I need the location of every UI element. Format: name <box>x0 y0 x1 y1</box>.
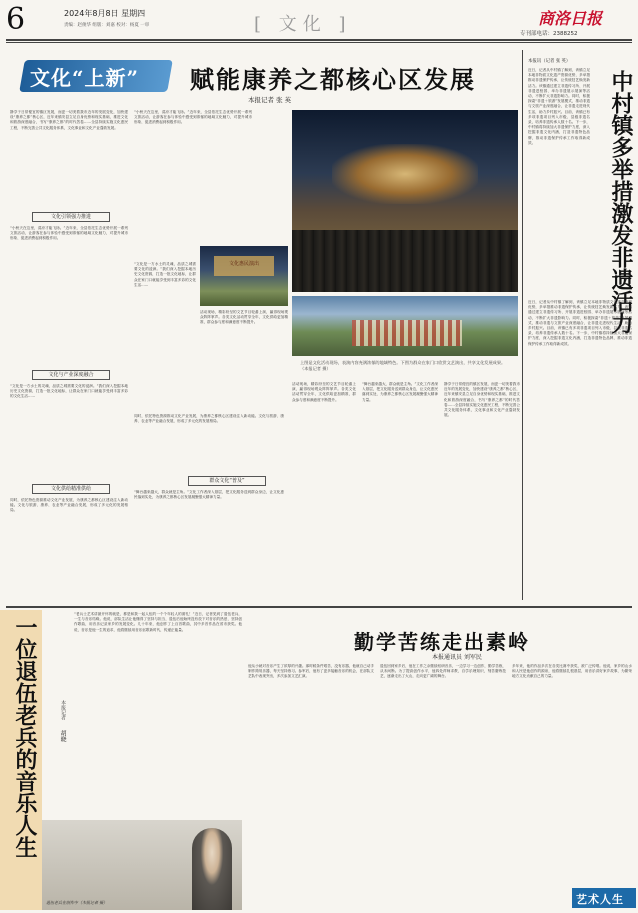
stage-lights <box>332 144 478 204</box>
subhead-3 <box>32 484 110 494</box>
newspaper-logo: 商洛日报 <box>538 9 603 28</box>
second-photo <box>292 296 518 356</box>
article-tag-text: 文化“上新” <box>30 66 140 90</box>
subhead-2-text: 文化与产业深度融合 <box>48 372 94 378</box>
subhead-1-text: 文化引领强力推进 <box>50 214 91 220</box>
page-number: 6 <box>6 2 26 37</box>
reporter-label: 本报记者 <box>60 700 66 720</box>
small-photo <box>200 246 288 306</box>
veteran-photo <box>42 820 242 910</box>
article-body-col3a: 活动现场，精彩纷呈的文艺节目轮番上演，赢得现场观众阵阵掌声。各类文化活动贯穿全年，文化供给更加精准，群众参与度和满意度不断提升。 <box>292 382 356 402</box>
article-body-col2b: “文化是一方水土的灵魂，品质之城需要文化的浸润。”我们深入挖掘本地历史文化资源，打造一批文化地标，让群众在家门口就能享受到丰富多彩的文化生活…… <box>134 262 196 287</box>
left-article-body: “老兵士艺术讲最开怀的就是，都是和我一起人伍的一个个年轻人的面孔！”近日，记者见到了退伍老兵，一生与音乐结缘。他说，部队生活让他懂得了坚持与担当，退伍后他始终没有放下对音乐的热爱，坚持创作歌曲，用音乐记录家乡的发展变化。几十年来，他创作了上百首歌曲，其中多首作品在省市获奖。他说，音乐是他一生的追求，他将继续用音乐讴歌新时代，传递正能量。 <box>74 612 242 632</box>
section-divider <box>6 606 632 608</box>
veteran-photo-caption: 退伍老兵在创作中（本报记者 摄） <box>46 900 108 905</box>
article-body-col3c: 静享于日常便宜的镇区发展，而更一切美着我市近年的发展变化，加快建设“康养之都”核心区，近年来镇安县立足自身优势和现实基础，推进文化和旅游深度融合，书写“康养之都”的时代答卷……全县持续实施文化惠民工程，不断完善公共文化服务体系，文化事业和文化产业蓬勃发展。 <box>444 382 520 418</box>
article-body-col1a: 静享于日常便宜的镇区发展，而更一切美着我市近年的发展变化，加快建设“康养之都”核心区，近年来镇安县立足自身优势和现实基础，推进文化和旅游深度融合，书写“康养之都”的时代答卷……全县持续实施文化惠民工程，不断完善公共文化服务体系，文化事业和文化产业蓬勃发展。 <box>10 110 128 130</box>
right-col-rule <box>522 50 523 600</box>
large-photo <box>292 110 518 292</box>
subhead-2 <box>32 370 110 380</box>
header-rule-thin <box>6 42 632 43</box>
subhead-3-text: 文化供给精准供给 <box>50 486 91 492</box>
bottom-body-col1: 他从小就对音乐产生了浓厚的兴趣。那时候条件艰苦，没有乐器，他就自己动手制作简易乐器，每天坚持练习。参军后，他有了更多接触音乐的机会，在部队文艺队中表现突出，多次参加文艺汇演。 <box>248 664 374 679</box>
article-body-col2e: “舞台越来越大，群众就是主角。”文化工作者深入基层，把文化服务送到群众身边，让文化惠民落到实处，为康养之都核心区发展凝聚强大精神力量。 <box>134 490 284 500</box>
subhead-4-text: 群众文化“普及” <box>209 478 245 484</box>
subhead-1 <box>32 212 110 222</box>
article-body-col1c: “文化是一方水土的灵魂，品质之城需要文化的浸润。”我们深入挖掘本地历史文化资源，打造一批文化地标，让群众在家门口就能享受到丰富多彩的文化生活…… <box>10 384 128 399</box>
article-body-col2c: 活动现场，精彩纷呈的文艺节目轮番上演，赢得现场观众阵阵掌声。各类文化活动贯穿全年，文化供给更加精准，群众参与度和满意度不断提升。 <box>200 310 288 325</box>
reporter-name: 胡晓 <box>59 730 66 742</box>
header-rule <box>6 39 632 41</box>
right-col-body-2: 近日，记者从中村镇了解到，该镇立足本地非物质文化遗产资源优势，多举措推动非遗保护传承，让传统技艺焕发新活力。该镇通过建立非遗传习所、开展非遗进校园、举办非遗展示展演等活动，不断扩大非遗影响力。同时，积极探索“非遗＋旅游”发展模式，推动非遗与文旅产业深度融合，让非遗走进现代生活，助力乡村振兴。目前，该镇已有多项非遗项目列入市级、县级非遗名录，培养非遗传承人数十名。下一步，中村镇将持续加大非遗保护力度，深入挖掘非遗文化内涵，打造非遗特色品牌，推动非遗保护传承工作取得新成效。 <box>528 300 632 346</box>
page-header <box>0 0 638 44</box>
hotline: 专刊部电话：2388252 <box>520 31 578 37</box>
right-col-body: 近日，记者从中村镇了解到，该镇立足本地非物质文化遗产资源优势，多举措推动非遗保护传承，让传统技艺焕发新活力。该镇通过建立非遗传习所、开展非遗进校园、举办非遗展示展演等活动，不断扩大非遗影响力。同时，积极探索“非遗＋旅游”发展模式，推动非遗与文旅产业深度融合，让非遗走进现代生活，助力乡村振兴。目前，该镇已有多项非遗项目列入市级、县级非遗名录，培养非遗传承人数十名。下一步，中村镇将持续加大非遗保护力度，深入挖掘非遗文化内涵，打造非遗特色品牌，推动非遗保护传承工作取得新成效。 <box>528 68 590 145</box>
editors-line: 责编：赵俊华 组版：刘嘉 校对：杨夏 一审 <box>64 23 150 28</box>
main-headline: 赋能康养之都核心区发展 <box>190 65 476 94</box>
bottom-body-col2: 退伍回到家乡后，他在工作之余继续钻研音乐，一边学习一边创作，勤学苦练，从未间断。为了提高创作水平，他四处拜师求教，自学乐理知识，刻苦磨炼技艺，逐渐走出了大山，走向更广阔的舞台。 <box>380 664 506 679</box>
veteran-figure <box>192 828 232 910</box>
bottom-body-col3: 多年来，他的作品多次在各类比赛中获奖，被广泛传唱。他说，家乡的山水和人民是他创作的源泉，他将继续扎根基层，用音乐讲好家乡故事，为繁荣地方文化贡献自己的力量。 <box>512 664 632 679</box>
right-col-byline: 本报讯（记者 张 英） <box>528 59 571 64</box>
bottom-headline: 勤学苦练走出素岭 <box>354 630 530 654</box>
article-body-col2a: “小秋天在这里，清凉才能飞扬。”近年来，全县依托生态优势开展一系列文旅活动，让游客在参与体验中感受到浓郁的地域文化魅力，对提升城市形象、促进消费起到积极作用。 <box>134 110 252 125</box>
right-col-title: 中村镇多举措激发非遗活力 <box>608 70 634 334</box>
photo-caption: 上图是文化活动现场，表演内容充满浓郁的地域特色。下图为群众在家门口欣赏文艺演出，共享文化发展成果。（本报记者 摄） <box>300 360 506 371</box>
performers <box>352 320 462 346</box>
photo-sign: 文化惠民演出 <box>228 261 259 267</box>
article-body-col1b: “小秋天在这里，清凉才能飞扬。”近年来，全县依托生态优势开展一系列文旅活动，让游客在参与体验中感受到浓郁的地域文化魅力，对提升城市形象、促进消费起到积极作用。 <box>10 226 128 241</box>
article-body-col2d: 同时，依托特色资源推动文化产业发展，为康养之都核心区建设注入新动能。文化与旅游、康养、农业等产业融合发展，形成了多元化的发展格局。 <box>134 414 284 424</box>
section-label: 艺术人生 <box>576 893 624 906</box>
main-byline: 本报记者 张 英 <box>248 96 292 104</box>
subhead-4 <box>188 476 266 486</box>
issue-date: 2024年8月8日 星期四 <box>64 9 146 18</box>
article-body-col1d: 同时，依托特色资源推动文化产业发展，为康养之都核心区建设注入新动能。文化与旅游、康养、农业等产业融合发展，形成了多元化的发展格局。 <box>10 498 128 513</box>
bottom-byline: 本报通讯员 刘军民 <box>432 654 482 661</box>
crowd-silhouette <box>292 230 518 292</box>
left-vertical-title: 一位退伍老兵的音乐人生 <box>12 616 38 858</box>
article-body-col3b: “舞台越来越大，群众就是主角。”文化工作者深入基层，把文化服务送到群众身边，让文化惠民落到实处，为康养之都核心区发展凝聚强大精神力量。 <box>362 382 438 402</box>
section-title: [ 文化 ] <box>254 14 352 35</box>
